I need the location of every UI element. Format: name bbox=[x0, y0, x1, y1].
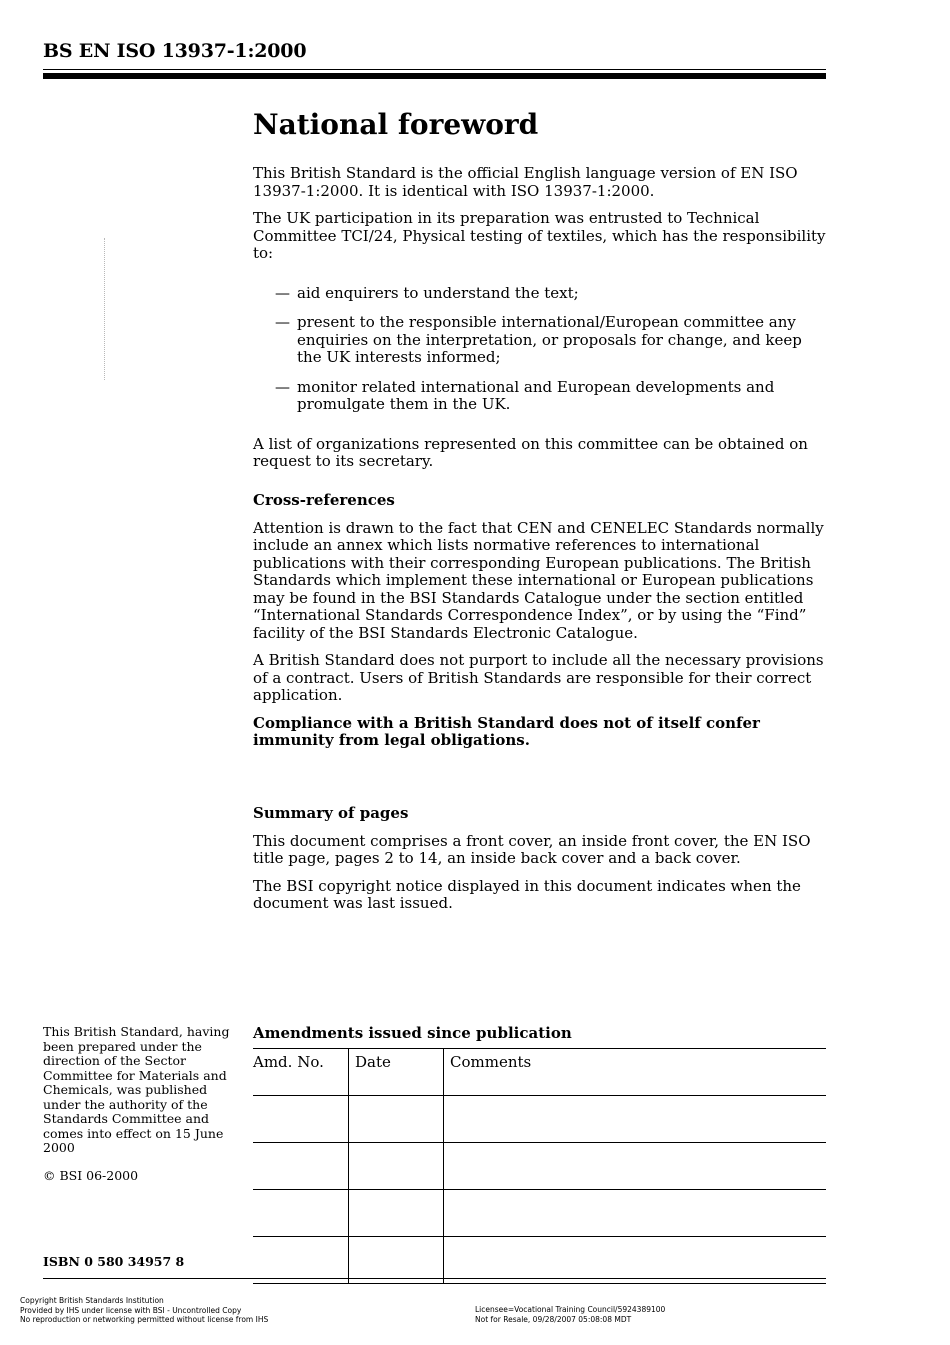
intro-paragraph-2: The UK participation in its preparation was entrusted to Technical Committee TCI/24, Physical testing of textiles, which has the responsibility to: bbox=[253, 209, 826, 262]
foreword-body bbox=[253, 165, 828, 481]
cross-references-paragraph-2: A British Standard does not purport to include all the necessary provisions of a contract. Users of British Standards are responsible for their correct application. bbox=[253, 651, 824, 704]
page-title: National foreword bbox=[253, 108, 539, 141]
header-rule-thin bbox=[43, 69, 826, 70]
amendments-title: Amendments issued since publication bbox=[253, 1024, 572, 1042]
intro-paragraph-3: A list of organizations represented on this committee can be obtained on request to its secretary. bbox=[253, 434, 808, 470]
amendments-table bbox=[253, 1048, 826, 1284]
footer-left-line-1: Copyright British Standards Institution bbox=[20, 1296, 164, 1305]
isbn: ISBN 0 580 34957 8 bbox=[43, 1254, 185, 1269]
margin-marks bbox=[104, 238, 117, 380]
compliance-statement: Compliance with a British Standard does not of itself confer immunity from legal obligations. bbox=[253, 713, 760, 749]
responsibilities-list bbox=[253, 285, 828, 414]
summary-paragraph-1: This document comprises a front cover, an inside front cover, the EN ISO title page, pages 2 to 14, an inside back cover and a back cover. bbox=[253, 831, 811, 867]
document-id: BS EN ISO 13937-1:2000 bbox=[43, 40, 307, 62]
footer-right-line-2: Not for Resale, 09/28/2007 05:08:08 MDT bbox=[475, 1314, 632, 1324]
table-cell bbox=[253, 1096, 349, 1143]
table-cell bbox=[444, 1143, 827, 1190]
list-item-text: present to the responsible international/European committee any enquiries on the interpretation, or proposals for change, and keep the UK interests informed; bbox=[297, 313, 802, 366]
cross-references-heading: Cross-references bbox=[253, 491, 395, 509]
column-header-amd-no: Amd. No. bbox=[253, 1049, 349, 1096]
column-header-comments: Comments bbox=[444, 1049, 827, 1096]
table-cell bbox=[349, 1190, 444, 1237]
publication-note: This British Standard, having been prepared under the direction of the Sector Committee for Materials and Chemicals, was published under the authority of the Standards Committee and comes into effect on 15 June 2000 bbox=[43, 1024, 230, 1155]
table-cell bbox=[349, 1096, 444, 1143]
summary-heading: Summary of pages bbox=[253, 804, 409, 822]
table-cell bbox=[349, 1237, 444, 1284]
footer-left-line-2: Provided by IHS under license with BSI - Uncontrolled Copy bbox=[20, 1305, 242, 1315]
copyright-notice: © BSI 06-2000 bbox=[43, 1168, 139, 1183]
list-item-text: monitor related international and European developments and promulgate them in the UK. bbox=[297, 377, 775, 413]
table-cell bbox=[444, 1096, 827, 1143]
dash-bullet: — bbox=[275, 283, 290, 302]
footer-rule bbox=[43, 1278, 826, 1279]
footer-right-line-1: Licensee=Vocational Training Council/5924389100 bbox=[475, 1305, 666, 1314]
summary-section bbox=[253, 805, 828, 923]
column-header-date: Date bbox=[349, 1049, 444, 1096]
summary-paragraph-2: The BSI copyright notice displayed in this document indicates when the document was last issued. bbox=[253, 876, 801, 912]
footer-right bbox=[475, 1305, 895, 1324]
list-item bbox=[253, 379, 828, 414]
table-row bbox=[253, 1096, 826, 1143]
dash-bullet: — bbox=[275, 313, 290, 331]
list-item-text: aid enquirers to understand the text; bbox=[297, 283, 579, 302]
footer-left-line-3: No reproduction or networking permitted without license from IHS bbox=[20, 1315, 269, 1324]
table-header-row bbox=[253, 1049, 826, 1096]
table-cell bbox=[253, 1190, 349, 1237]
table-cell bbox=[253, 1143, 349, 1190]
table-row bbox=[253, 1237, 826, 1284]
table-cell bbox=[444, 1190, 827, 1237]
table-row bbox=[253, 1190, 826, 1237]
intro-paragraph-1: This British Standard is the official English language version of EN ISO 13937-1:2000. It is identical with ISO 13937-1:2000. bbox=[253, 164, 798, 200]
table-cell bbox=[349, 1143, 444, 1190]
header-rule-thick bbox=[43, 73, 826, 79]
cross-references-section bbox=[253, 492, 828, 760]
dash-bullet: — bbox=[275, 377, 290, 396]
table-row bbox=[253, 1143, 826, 1190]
list-item bbox=[253, 314, 828, 367]
table-cell bbox=[444, 1237, 827, 1284]
table-cell bbox=[253, 1237, 349, 1284]
cross-references-paragraph-1: Attention is drawn to the fact that CEN and CENELEC Standards normally include an annex which lists normative references to international publications with their corresponding European publications. The British Standards which implement these international or European publications may be found in the BSI Standards Catalogue under the section entitled “International Standards Correspondence Index”, or by using the “Find” facility of the BSI Standards Electronic Catalogue. bbox=[253, 518, 824, 642]
footer-left bbox=[20, 1296, 440, 1325]
list-item bbox=[253, 285, 828, 303]
